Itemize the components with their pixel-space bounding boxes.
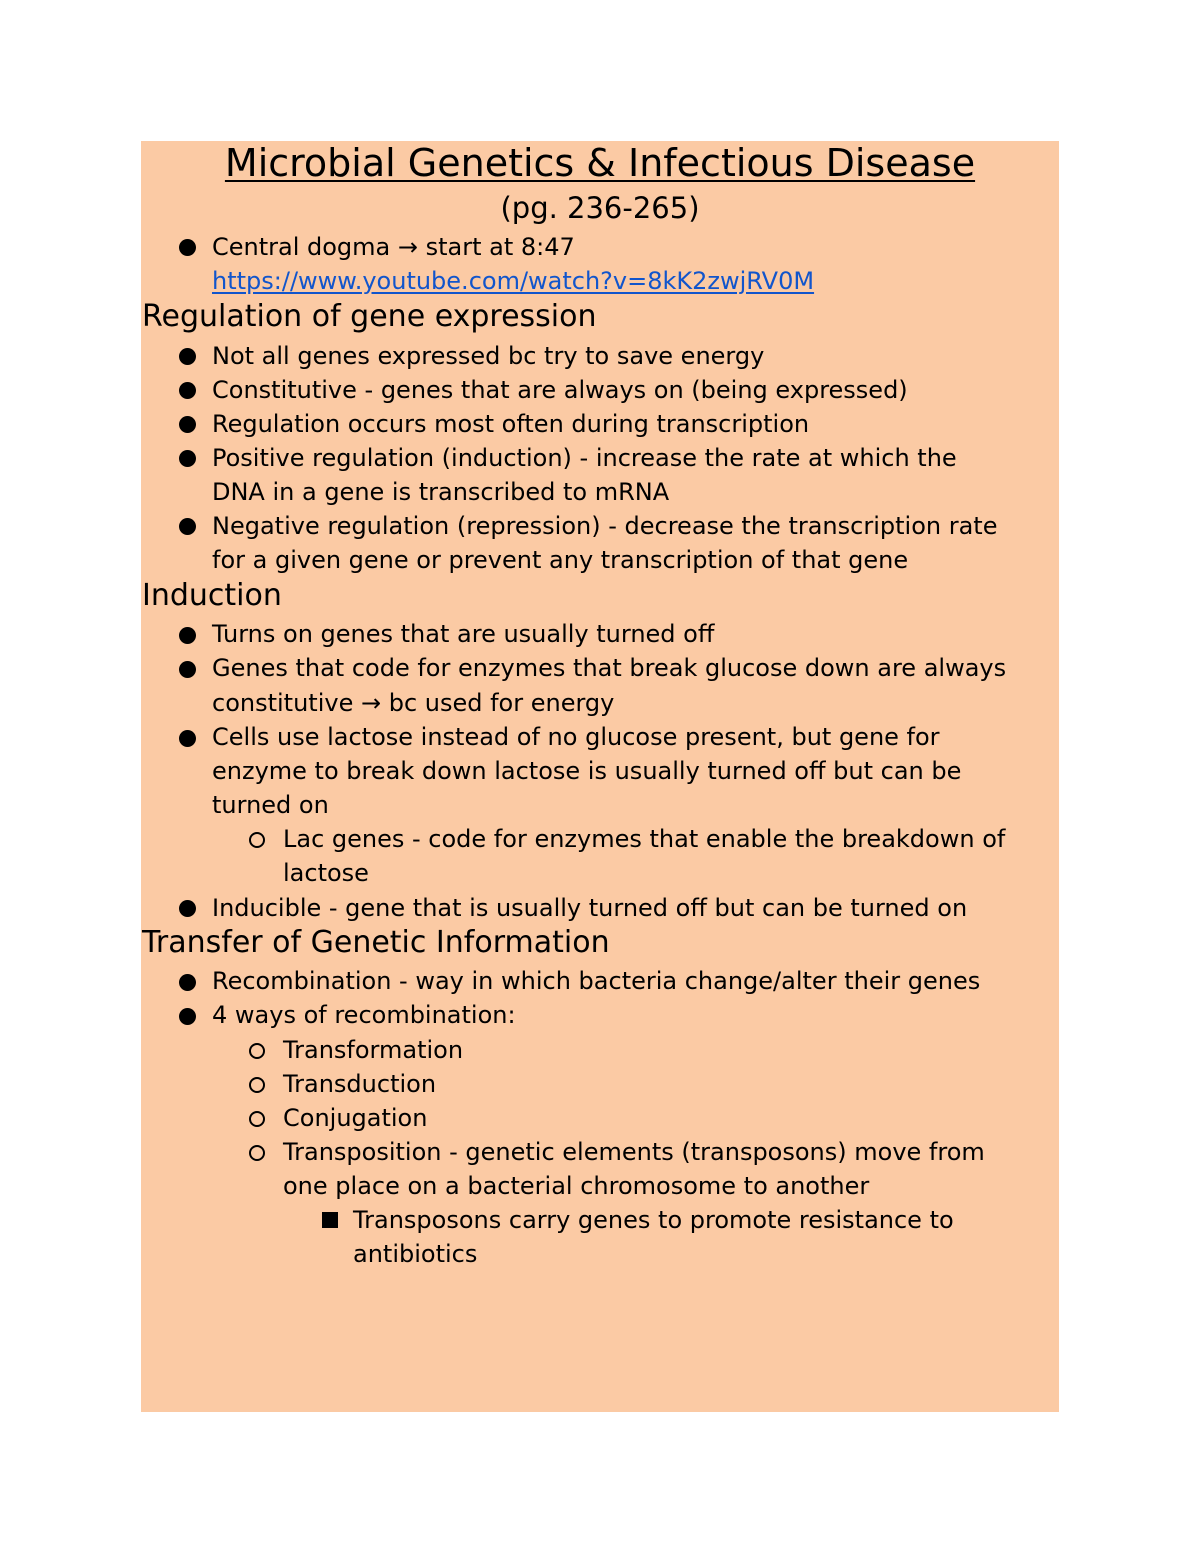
sub-list-item-line: Transposition - genetic elements (transposons) move from	[283, 1138, 985, 1166]
bullet-square-icon	[322, 1212, 338, 1228]
list-item: Recombination - way in which bacteria change/alter their genes	[212, 967, 981, 995]
document-title: Microbial Genetics & Infectious Disease	[224, 141, 976, 185]
bullet-circle-icon	[249, 1111, 265, 1127]
list-item-line: Genes that code for enzymes that break glucose down are always	[212, 654, 1007, 682]
bullet-dot-icon	[179, 730, 196, 747]
sub-list-item-line: lactose	[283, 859, 369, 887]
bullet-dot-icon	[179, 239, 196, 256]
list-item: Regulation occurs most often during transcription	[212, 410, 810, 438]
bullet-dot-icon	[179, 416, 196, 433]
youtube-link[interactable]: https://www.youtube.com/watch?v=8kK2zwjRV0M	[212, 267, 815, 295]
list-item: Not all genes expressed bc try to save energy	[212, 342, 765, 370]
list-item: Inducible - gene that is usually turned off but can be turned on	[212, 894, 968, 922]
section-heading-regulation: Regulation of gene expression	[142, 299, 597, 334]
sub-list-item: Transduction	[283, 1070, 437, 1098]
bullet-dot-icon	[179, 1008, 196, 1025]
sub-list-item-line: one place on a bacterial chromosome to another	[283, 1172, 870, 1200]
sub-list-item-line: Lac genes - code for enzymes that enable the breakdown of	[283, 825, 1006, 853]
list-item-line: constitutive → bc used for energy	[212, 689, 615, 717]
bullet-circle-icon	[249, 1043, 265, 1059]
list-item: Constitutive - genes that are always on (being expressed)	[212, 376, 908, 404]
bullet-dot-icon	[179, 348, 196, 365]
bullet-dot-icon	[179, 974, 196, 991]
sub-list-item: Transformation	[283, 1036, 464, 1064]
bullet-dot-icon	[179, 661, 196, 678]
list-item-line: Positive regulation (induction) - increase the rate at which the	[212, 444, 957, 472]
list-item: 4 ways of recombination:	[212, 1001, 516, 1029]
bullet-dot-icon	[179, 627, 196, 644]
bullet-dot-icon	[179, 900, 196, 917]
list-item-line: DNA in a gene is transcribed to mRNA	[212, 478, 670, 506]
section-heading-transfer: Transfer of Genetic Information	[142, 925, 610, 960]
list-item-line: for a given gene or prevent any transcription of that gene	[212, 546, 909, 574]
bullet-dot-icon	[179, 518, 196, 535]
notes-page	[141, 141, 1059, 1412]
page-range: (pg. 236-265)	[500, 191, 700, 225]
bullet-dot-icon	[179, 382, 196, 399]
list-item-line: Cells use lactose instead of no glucose present, but gene for	[212, 723, 940, 751]
list-item: Turns on genes that are usually turned off	[212, 620, 715, 648]
sub-sub-list-item-line: Transposons carry genes to promote resistance to	[353, 1206, 954, 1234]
list-item-line: turned on	[212, 791, 329, 819]
bullet-circle-icon	[249, 832, 265, 848]
section-heading-induction: Induction	[142, 578, 282, 613]
sub-sub-list-item-line: antibiotics	[353, 1240, 478, 1268]
bullet-dot-icon	[179, 450, 196, 467]
sub-list-item: Conjugation	[283, 1104, 428, 1132]
list-item-line: enzyme to break down lactose is usually turned off but can be	[212, 757, 962, 785]
bullet-circle-icon	[249, 1077, 265, 1093]
central-dogma-item: Central dogma → start at 8:47	[212, 233, 575, 261]
list-item-line: Negative regulation (repression) - decrease the transcription rate	[212, 512, 998, 540]
bullet-circle-icon	[249, 1145, 265, 1161]
